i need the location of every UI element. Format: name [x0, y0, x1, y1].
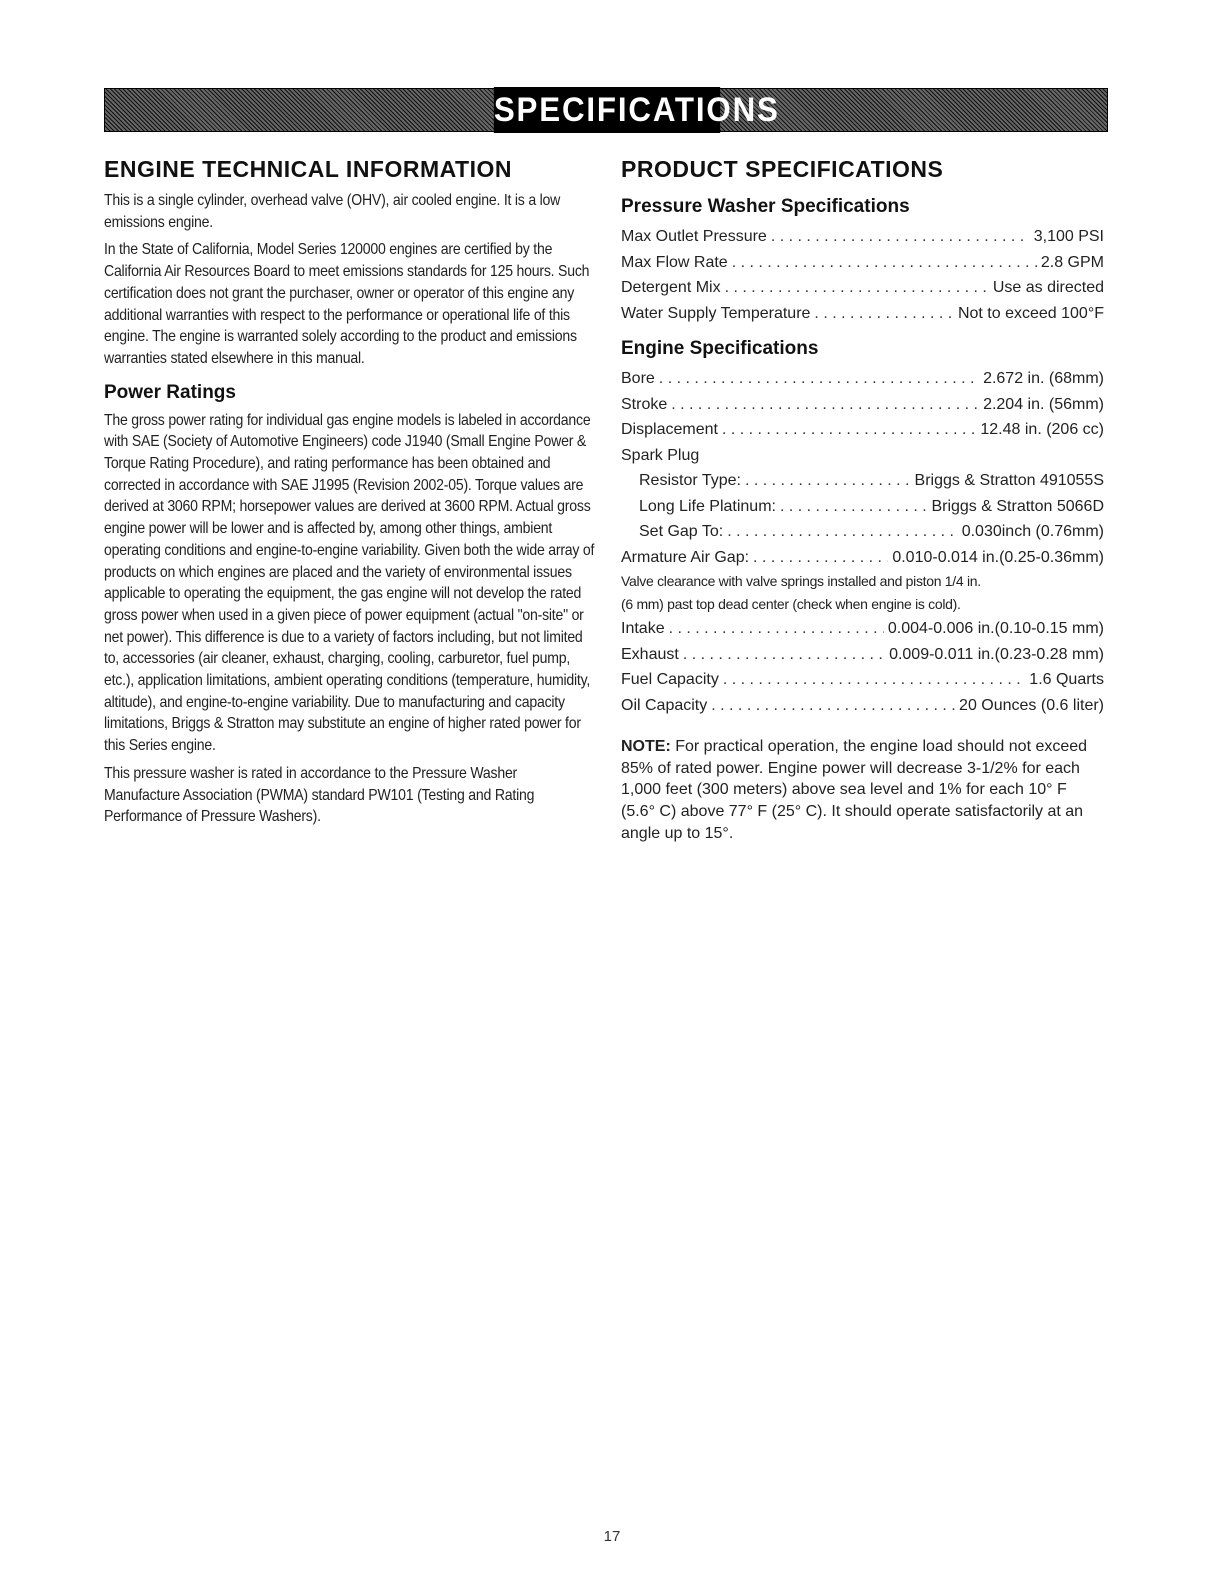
dot-leader [725, 275, 989, 301]
spec-label: Set Gap To: [639, 523, 724, 540]
spec-label: Armature Air Gap: [621, 548, 750, 566]
subheading-pressure-washer-specs: Pressure Washer Specifications [621, 196, 910, 217]
paragraph-pwma-rating: This pressure washer is rated in accordance to the Pressure Washer Manufacture Association (PWMA) standard PW101 (Testing and Rating Performance of Pressure Washers). [104, 764, 535, 826]
spec-value: 2.8 GPM [1040, 253, 1104, 271]
dot-leader [727, 519, 958, 545]
subheading-engine-specs: Engine Specifications [621, 338, 819, 359]
spec-label: Bore [621, 370, 655, 387]
dot-leader [745, 468, 911, 494]
engine-technical-information-section [104, 154, 596, 834]
spec-value: 0.030inch (0.76mm) [961, 523, 1104, 540]
dot-leader [659, 366, 979, 392]
spec-value: 0.009-0.011 in.(0.23-0.28 mm) [889, 645, 1104, 663]
paragraph-engine-description: This is a single cylinder, overhead valve (OHV), air cooled engine. It is a low emissions engine. [104, 192, 561, 231]
spec-value: 1.6 Quarts [1029, 671, 1104, 688]
spec-row [621, 301, 1104, 327]
spec-value: 12.48 in. (206 cc) [980, 421, 1104, 438]
spec-value: 0.004-0.006 in.(0.10-0.15 mm) [887, 620, 1104, 637]
dot-leader [753, 545, 888, 571]
section-heading-product-specs: PRODUCT SPECIFICATIONS [621, 156, 944, 182]
spec-label: Resistor Type: [639, 472, 741, 489]
operation-note [621, 736, 1104, 845]
spark-plug-label: Spark Plug [621, 446, 700, 464]
spec-value: Use as directed [992, 279, 1104, 296]
note-text: For practical operation, the engine load should not exceed 85% of rated power. Engine power will decrease 3-1/2% for each 1,000 feet (300 meters) above sea level and 1% for each 10° F (5.6° C) above 77° F (25° C). It should operate satisfactorily at an angle up to 15°. [621, 738, 1088, 842]
spec-label: Water Supply Temperature [621, 304, 811, 322]
dot-leader [723, 667, 1025, 693]
spec-label: Stroke [621, 395, 668, 413]
spec-row-exhaust [621, 642, 1104, 668]
dot-leader [780, 494, 927, 520]
subheading-power-ratings: Power Ratings [104, 381, 236, 403]
page-number: 17 [603, 1528, 621, 1545]
paragraph-california-certification: In the State of California, Model Series 120000 engines are certified by the California Air Resources Board to meet emissions standards for 125 hours. Such certification does not grant the purchaser, owner or operator of this engine any additional warranties with respect to the performance or operational life of this engine. The engine is warranted solely according to the product and emissions warranties stated elsewhere in this manual. [104, 241, 590, 367]
spec-row [621, 250, 1104, 276]
dot-leader [771, 224, 1030, 250]
spec-label: Detergent Mix [621, 279, 721, 296]
spec-label: Fuel Capacity [621, 671, 719, 688]
spec-row-fuel [621, 667, 1104, 693]
spec-row-stroke [621, 392, 1104, 418]
spec-label: Max Flow Rate [621, 253, 728, 271]
spec-value: 2.672 in. (68mm) [983, 370, 1104, 387]
dot-leader [722, 417, 976, 443]
spec-row-platinum [621, 494, 1104, 520]
spec-value: 20 Ounces (0.6 liter) [959, 696, 1104, 714]
dot-leader [669, 616, 884, 642]
paragraph-power-ratings: The gross power rating for individual gas engine models is labeled in accordance with SAE (Society of Automotive Engineers) code J1940 (Small Engine Power & Torque Rating Procedure), and rating performance has been obtained and corrected in accordance with SAE J1995 (Revision 2002-05). Torque values are derived at 3060 RPM; horsepower values are derived at 3600 RPM. Actual gross engine power will be lower and is affected by, among other things, ambient operating conditions and engine-to-engine variability. Given both the wide array of products on which engines are placed and the variety of environmental issues applicable to operating the equipment, the gas engine will not develop the rated gross power when used in a given piece of power equipment (actual "on-site" or net power). This difference is due to a variety of factors including, but not limited to, accessories (air cleaner, exhaust, charging, cooling, carburetor, fuel pump, etc.), application limitations, ambient operating conditions (temperature, humidity, altitude), and engine-to-engine variability. Due to manufacturing and capacity limitations, Briggs & Stratton may substitute an engine of higher rated power for this Series engine. [104, 411, 595, 755]
valve-clearance-note-line2: (6 mm) past top dead center (check when engine is cold). [621, 596, 961, 612]
spec-row [621, 224, 1104, 250]
dot-leader [814, 301, 954, 327]
dot-leader [671, 392, 979, 418]
product-specifications-section [621, 154, 1104, 845]
spec-value: Briggs & Stratton 491055S [914, 472, 1104, 489]
spec-row [621, 275, 1104, 301]
note-label: NOTE: [621, 738, 671, 755]
spec-label: Long Life Platinum: [639, 497, 776, 515]
valve-clearance-note-line1: Valve clearance with valve springs installed and piston 1/4 in. [621, 573, 981, 589]
spec-value: 0.010-0.014 in.(0.25-0.36mm) [892, 548, 1104, 566]
spec-row-oil [621, 693, 1104, 719]
dot-leader [732, 250, 1037, 276]
dot-leader [683, 642, 885, 668]
spec-row-armature [621, 545, 1104, 571]
spec-row-displacement [621, 417, 1104, 443]
spec-value: 2.204 in. (56mm) [983, 395, 1104, 413]
spec-value: 3,100 PSI [1033, 228, 1104, 245]
spec-row-gap [621, 519, 1104, 545]
spec-label: Intake [621, 620, 665, 637]
spec-row-intake [621, 616, 1104, 642]
spec-label: Max Outlet Pressure [621, 228, 767, 245]
dot-leader [711, 693, 955, 719]
section-heading-engine-info: ENGINE TECHNICAL INFORMATION [104, 156, 512, 182]
spec-label: Displacement [621, 421, 718, 438]
spec-value: Not to exceed 100°F [957, 304, 1104, 322]
page-title: SPECIFICATIONS [494, 87, 720, 133]
spec-label: Exhaust [621, 645, 679, 663]
spec-value: Briggs & Stratton 5066D [931, 497, 1104, 515]
spec-label: Oil Capacity [621, 696, 708, 714]
spec-row-resistor [621, 468, 1104, 494]
spec-row-bore [621, 366, 1104, 392]
